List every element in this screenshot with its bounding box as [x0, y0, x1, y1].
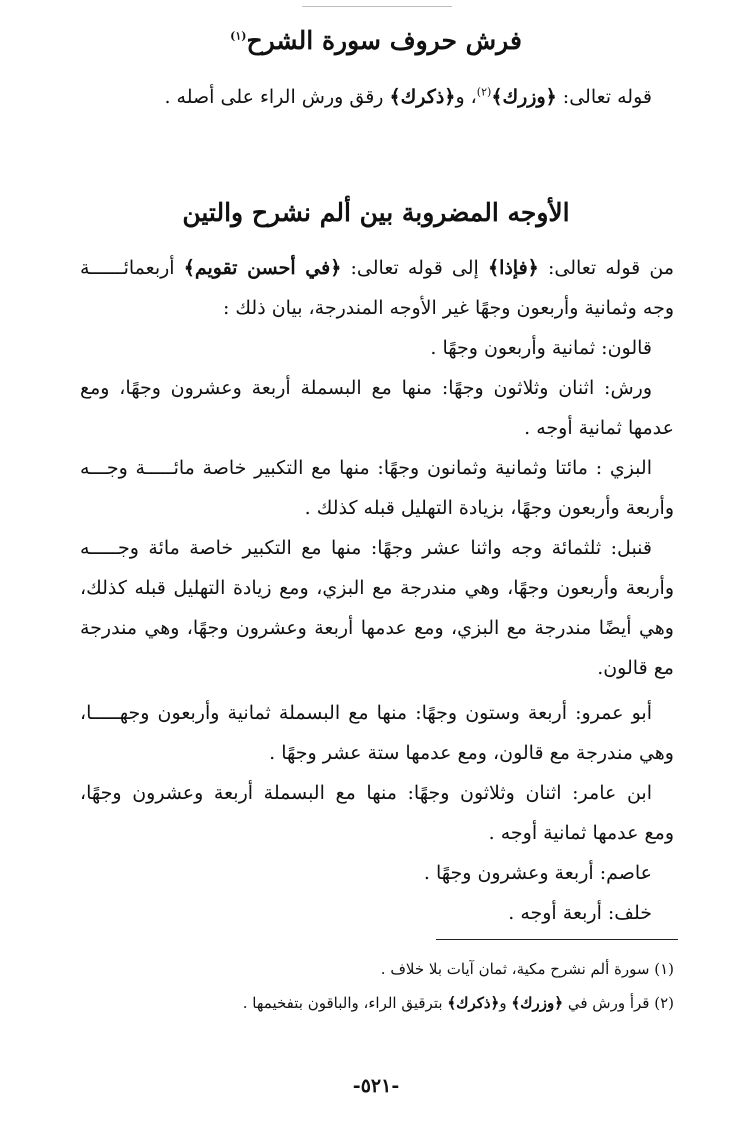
qunbul-line-4: مع قالون. [597, 657, 674, 679]
quran-word-wizrak: ﴿وزرك﴾ [491, 86, 557, 108]
ibnamir-line-2: ومع عدمها ثمانية أوجه . [488, 822, 674, 844]
page-number: -٥٢١- [352, 1075, 400, 1097]
intro-footnote-mark: (٢) [476, 85, 492, 99]
opening-line-1 [80, 255, 674, 285]
footnote-2 [120, 992, 674, 1014]
title-footnote-mark: (١) [230, 29, 247, 43]
opening-line-2: وجه وثمانية وأربعون وجهًا غير الأوجه المندرجة، بيان ذلك : [222, 297, 674, 319]
bazzi-line-2: وأربعة وأربعون وجهًا، بزيادة التهليل قبله كذلك . [304, 497, 674, 519]
ibnamir-line-1: ابن عامر: اثنان وثلاثون وجهًا: منها مع البسملة أربعة وعشرون وجهًا، [80, 782, 652, 804]
intro-joiner: ، و [455, 86, 477, 108]
top-divider [302, 6, 452, 7]
abuamr-line-1: أبو عمرو: أربعة وستون وجهًا: منها مع البسملة ثمانية وأربعون وجهـــــا، [80, 702, 652, 724]
qunbul-line-3: وهي أيضًا مندرجة مع البزي، ومع عدمها أربعة وعشرون وجهًا، وهي مندرجة [80, 617, 674, 639]
quran-word-faidha: ﴿فإذا﴾ [487, 257, 539, 279]
footnote-2-prefix: (٢) قرأ ورش في [563, 994, 674, 1012]
bazzi-line-1: البزي : مائتا وثمانية وثمانون وجهًا: منها مع التكبير خاصة مائـــــة وجـــه [80, 457, 652, 479]
qalun-line: قالون: ثمانية وأربعون وجهًا . [430, 337, 652, 359]
asim-line: عاصم: أربعة وعشرون وجهًا . [423, 862, 652, 884]
warsh-line-2: عدمها ثمانية أوجه . [524, 417, 674, 439]
footnote-2-suffix: بترقيق الراء، والباقون بتفخيمها . [242, 994, 448, 1012]
intro-line [80, 84, 652, 114]
quran-word-dhikrak: ﴿ذكرك﴾ [389, 86, 456, 108]
khalaf-line: خلف: أربعة أوجه . [508, 902, 652, 924]
page-title [60, 26, 692, 55]
opening-part-3: أربعمائــــــة [80, 257, 184, 279]
opening-part-1: من قوله تعالى: [538, 257, 674, 279]
qunbul-line-2: وأربعة وأربعون وجهًا، وهي مندرجة مع البزي، ومع زيادة التهليل قبله كذلك، [80, 577, 674, 599]
intro-suffix: رقق ورش الراء على أصله . [164, 86, 390, 108]
quran-phrase-ahsan-taqwim: ﴿في أحسن تقويم﴾ [183, 257, 342, 279]
footnote-2-word-wizrak: ﴿وزرك﴾ [511, 994, 564, 1012]
opening-part-2: إلى قوله تعالى: [341, 257, 488, 279]
footnote-divider [436, 939, 678, 940]
warsh-line-1: ورش: اثنان وثلاثون وجهًا: منها مع البسملة أربعة وعشرون وجهًا، ومع [80, 377, 652, 399]
footnote-1: (١) سورة ألم نشرح مكية، ثمان آيات بلا خلاف . [380, 960, 674, 978]
section-title: الأوجه المضروبة بين ألم نشرح والتين [182, 198, 570, 227]
footnote-2-word-dhikrak: ﴿ذكرك﴾ [447, 994, 500, 1012]
footnote-2-joiner: و [499, 994, 512, 1012]
page-title-text: فرش حروف سورة الشرح [246, 26, 522, 55]
qunbul-line-1: قنبل: ثلثمائة وجه واثنا عشر وجهًا: منها مع التكبير خاصة مائة وجـــــه [80, 537, 652, 559]
abuamr-line-2: وهي مندرجة مع قالون، ومع عدمها ستة عشر وجهًا . [269, 742, 674, 764]
intro-prefix: قوله تعالى: [556, 86, 652, 108]
